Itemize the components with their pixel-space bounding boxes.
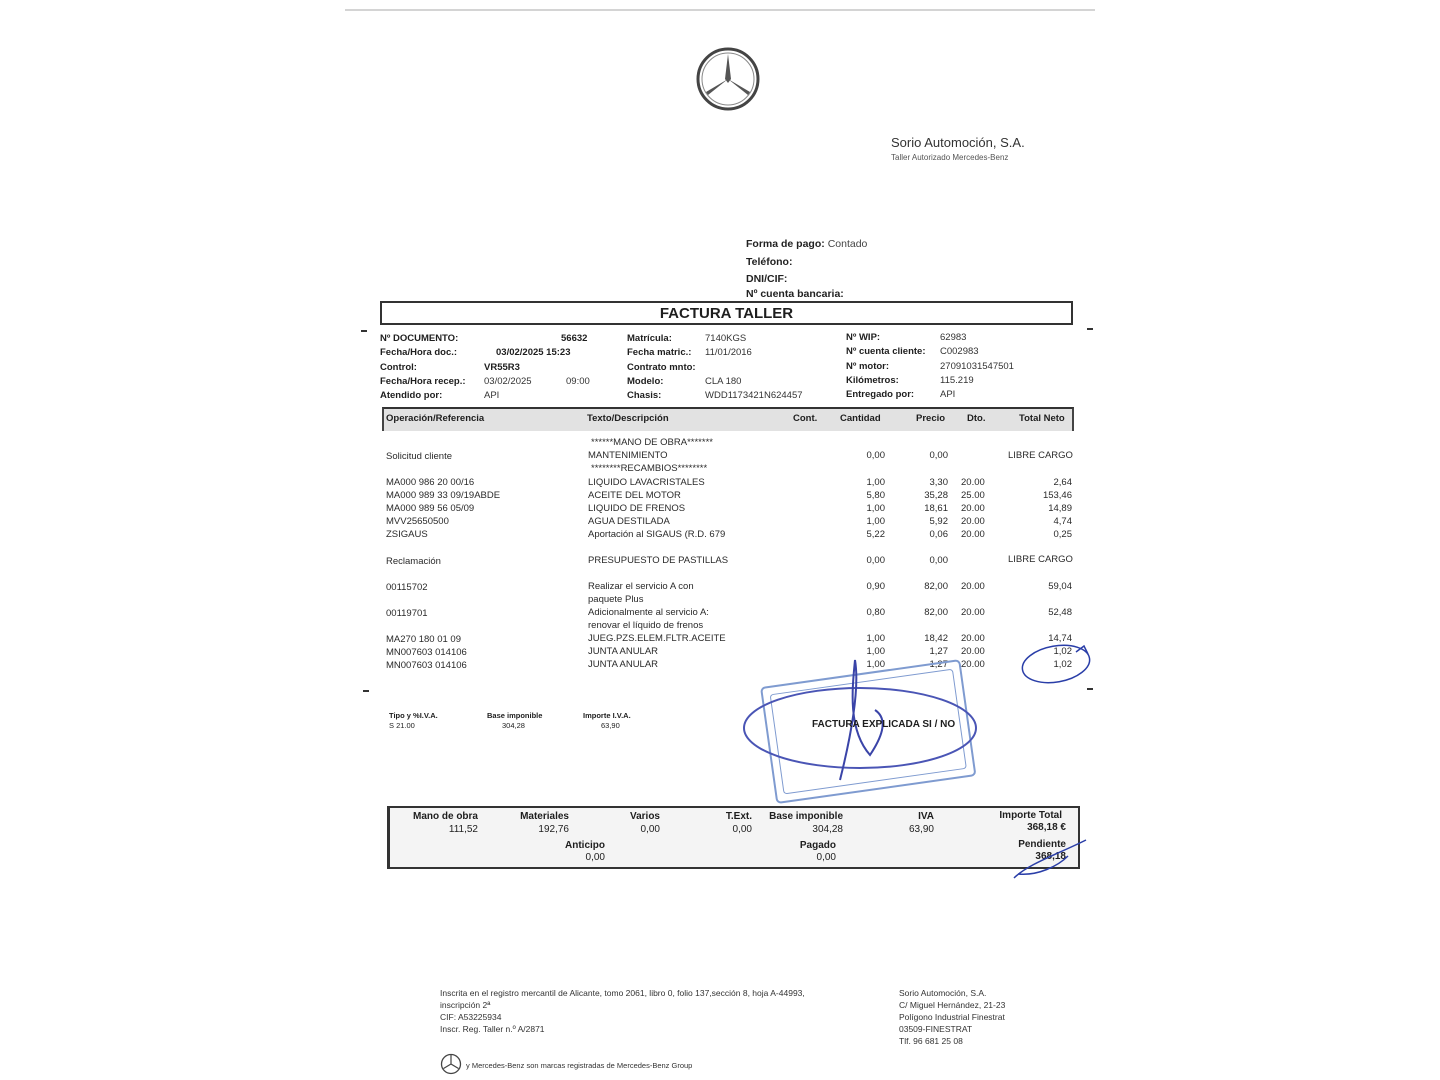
col-cont: Cont. (793, 413, 818, 424)
row-cant: 1,00 (866, 516, 885, 527)
control-value: VR55R3 (484, 362, 520, 373)
row-cant: 5,80 (866, 490, 885, 501)
col-operacion: Operación/Referencia (386, 413, 485, 424)
row-total: 1,02 (1053, 646, 1072, 657)
legal-line-2: inscripción 2ª (440, 1000, 491, 1010)
vat-amount-value: 63,90 (601, 721, 620, 730)
varios-value: 0,00 (640, 824, 660, 835)
row-precio: 18,42 (924, 633, 948, 644)
row-precio: 0,00 (929, 450, 948, 461)
row-desc-cont: renovar el líquido de frenos (588, 620, 704, 631)
iva-label: IVA (918, 811, 934, 822)
text-label: T.Ext. (725, 811, 752, 822)
address-line-5: Tlf. 96 681 25 08 (899, 1036, 963, 1046)
row-cant: 0,00 (866, 555, 885, 566)
row-precio: 1,27 (929, 659, 948, 670)
row-ref: MA000 986 20 00/16 (386, 477, 475, 488)
row-desc: LIQUIDO DE FRENOS (588, 503, 686, 514)
fecha-recep-label: Fecha/Hora recep.: (380, 376, 466, 387)
row-ref: MN007603 014106 (386, 660, 467, 671)
row-ref: MA270 180 01 09 (386, 634, 462, 645)
wip-value: 62983 (940, 332, 967, 343)
anticipo-value: 0,00 (585, 852, 605, 863)
atendido-label: Atendido por: (380, 390, 443, 401)
row-total: 2,64 (1053, 477, 1072, 488)
row-dto: 20.00 (961, 607, 985, 618)
row-total: 14,74 (1048, 633, 1072, 644)
vat-type-value: S 21.00 (389, 721, 415, 730)
row-precio: 0,00 (929, 555, 948, 566)
row-total: 59,04 (1048, 581, 1072, 592)
entregado-label: Entregado por: (846, 389, 915, 400)
row-total: LIBRE CARGO (1008, 554, 1073, 565)
contrato-label: Contrato mnto: (627, 362, 696, 373)
importe-total-value: 368,18 € (1027, 822, 1066, 833)
col-precio: Precio (916, 413, 946, 424)
text-value: 0,00 (732, 824, 752, 835)
row-cant: 1,00 (866, 503, 885, 514)
base-label: Base imponible (769, 811, 843, 822)
row-desc: Realizar el servicio A con (588, 581, 694, 592)
mano-obra-value: 111,52 (448, 824, 478, 835)
row-cant: 0,00 (866, 450, 885, 461)
row-precio: 0,06 (929, 529, 948, 540)
materiales-label: Materiales (520, 811, 569, 822)
motor-label: Nº motor: (846, 361, 890, 372)
row-desc: ACEITE DEL MOTOR (588, 490, 681, 501)
row-precio: 1,27 (929, 646, 948, 657)
row-precio: 82,00 (924, 607, 948, 618)
row-ref: MA000 989 33 09/19ABDE (386, 490, 501, 501)
row-dto: 20.00 (961, 646, 985, 657)
documento-value: 56632 (561, 333, 588, 344)
address-line-1: Sorio Automoción, S.A. (899, 988, 987, 998)
modelo-label: Modelo: (627, 376, 664, 387)
fecha-doc-label: Fecha/Hora doc.: (380, 347, 458, 358)
section-recambios: ********RECAMBIOS******** (591, 463, 708, 474)
row-desc: Aportación al SIGAUS (R.D. 679 (588, 529, 726, 540)
row-desc: Adicionalmente al servicio A: (588, 607, 709, 618)
anticipo-label: Anticipo (565, 840, 605, 851)
top-rule (345, 9, 1095, 11)
mercedes-star-logo (695, 46, 761, 112)
address-line-2: C/ Miguel Hernández, 21-23 (899, 1000, 1006, 1010)
iva-value: 63,90 (908, 824, 934, 835)
company-subtitle: Taller Autorizado Mercedes-Benz (891, 153, 1009, 162)
row-desc: PRESUPUESTO DE PASTILLAS (588, 555, 729, 566)
company-stamp (740, 650, 990, 810)
row-precio: 35,28 (924, 490, 948, 501)
payment-method (746, 238, 867, 250)
section-mano-obra: ******MANO DE OBRA******* (591, 437, 713, 448)
varios-label: Varios (629, 811, 660, 822)
cuenta-cliente-value: C002983 (940, 346, 979, 357)
signature-scribble (1008, 834, 1093, 884)
address-line-3: Polígono Industrial Finestrat (899, 1012, 1005, 1022)
row-dto: 20.00 (961, 633, 985, 644)
row-total: 153,46 (1042, 490, 1072, 501)
chasis-value: WDD1173421N624457 (705, 390, 803, 401)
address-line-4: 03509-FINESTRAT (899, 1024, 973, 1034)
col-total: Total Neto (1019, 413, 1065, 424)
materiales-value: 192,76 (538, 824, 569, 835)
row-desc-cont: paquete Plus (588, 594, 644, 605)
row-ref: MN007603 014106 (386, 647, 467, 658)
row-dto: 20.00 (961, 516, 985, 527)
check-mark-scribble (1018, 638, 1098, 688)
fecha-doc-value: 03/02/2025 15:23 (496, 347, 571, 358)
legal-line-3: CIF: A53225934 (440, 1012, 502, 1022)
row-dto: 20.00 (961, 477, 985, 488)
row-desc: JUNTA ANULAR (588, 659, 659, 670)
vat-base-value: 304,28 (502, 721, 525, 730)
hora-recep-value: 09:00 (566, 376, 590, 387)
row-dto: 20.00 (961, 581, 985, 592)
km-label: Kilómetros: (846, 375, 899, 386)
row-total: 1,02 (1053, 659, 1072, 670)
payment-method-value: Contado (827, 238, 868, 250)
row-desc: JUNTA ANULAR (588, 646, 659, 657)
row-cant: 1,00 (866, 633, 885, 644)
row-desc: AGUA DESTILADA (588, 516, 670, 527)
row-cant: 5,22 (866, 529, 885, 540)
importe-total-label: Importe Total (999, 810, 1062, 821)
row-ref: Reclamación (386, 556, 441, 567)
row-ref: ZSIGAUS (386, 529, 428, 540)
matricula-value: 7140KGS (705, 333, 747, 344)
vat-amount-label: Importe I.V.A. (583, 711, 631, 720)
margin-mark (1087, 688, 1093, 690)
brand-note: y Mercedes-Benz son marcas registradas de Mercedes-Benz Group (466, 1061, 693, 1070)
fecha-recep-value: 03/02/2025 (484, 376, 532, 387)
matricula-label: Matrícula: (627, 333, 672, 344)
row-desc: JUEG.PZS.ELEM.FLTR.ACEITE (588, 633, 726, 644)
bank-account-label: Nº cuenta bancaria: (746, 288, 844, 300)
row-total: 0,25 (1053, 529, 1072, 540)
motor-value: 27091031547501 (940, 361, 1014, 372)
stamp-text: FACTURA EXPLICADA SI / NO (812, 719, 956, 730)
invoice-title: FACTURA TALLER (380, 301, 1073, 325)
row-cant: 1,00 (866, 646, 885, 657)
legal-line-1: Inscrita en el registro mercantil de Alicante, tomo 2061, libro 0, folio 137,sección 8, hoja A-44993, (440, 988, 805, 998)
modelo-value: CLA 180 (705, 376, 742, 387)
row-precio: 18,61 (924, 503, 948, 514)
wip-label: Nº WIP: (846, 332, 881, 343)
vat-base-label: Base imponible (487, 711, 543, 720)
mercedes-star-small-icon (440, 1053, 462, 1075)
mano-obra-label: Mano de obra (412, 811, 478, 822)
margin-mark (363, 690, 369, 692)
row-cant: 1,00 (866, 659, 885, 670)
row-precio: 82,00 (924, 581, 948, 592)
row-precio: 5,92 (929, 516, 948, 527)
row-dto: 25.00 (961, 490, 985, 501)
row-ref: MA000 989 56 05/09 (386, 503, 475, 514)
row-ref: 00119701 (386, 608, 428, 619)
pagado-label: Pagado (799, 840, 836, 851)
legal-line-4: Inscr. Reg. Taller n.º A/2871 (440, 1024, 545, 1034)
fecha-matric-value: 11/01/2016 (705, 347, 752, 358)
row-total: 4,74 (1053, 516, 1072, 527)
fecha-matric-label: Fecha matric.: (627, 347, 692, 358)
chasis-label: Chasis: (627, 390, 662, 401)
row-desc: LIQUIDO LAVACRISTALES (588, 477, 705, 488)
row-ref: Solicitud cliente (386, 451, 453, 462)
margin-mark (1087, 328, 1093, 330)
dni-label: DNI/CIF: (746, 273, 788, 285)
pendiente-value: 368,18 (1035, 851, 1066, 862)
row-cant: 0,90 (866, 581, 885, 592)
company-name: Sorio Automoción, S.A. (891, 135, 1025, 150)
row-dto: 20.00 (961, 659, 985, 670)
row-desc: MANTENIMIENTO (588, 450, 668, 461)
control-label: Control: (380, 362, 417, 373)
atendido-value: API (484, 390, 500, 401)
payment-method-label: Forma de pago: (746, 238, 825, 250)
row-ref: 00115702 (386, 582, 428, 593)
base-value: 304,28 (812, 824, 843, 835)
row-dto: 20.00 (961, 529, 985, 540)
documento-label: Nº DOCUMENTO: (380, 333, 459, 344)
col-cantidad: Cantidad (840, 413, 881, 424)
row-total: LIBRE CARGO (1008, 450, 1073, 461)
row-dto: 20.00 (961, 503, 985, 514)
telefono-label: Teléfono: (746, 256, 793, 268)
entregado-value: API (940, 389, 956, 400)
margin-mark (361, 330, 367, 332)
row-precio: 3,30 (929, 477, 948, 488)
col-descripcion: Texto/Descripción (587, 413, 669, 424)
row-cant: 0,80 (866, 607, 885, 618)
vat-type-label: Tipo y %I.V.A. (389, 711, 438, 720)
row-total: 14,89 (1048, 503, 1072, 514)
row-ref: MVV25650500 (386, 516, 449, 527)
pendiente-label: Pendiente (1018, 839, 1066, 850)
row-total: 52,48 (1048, 607, 1072, 618)
cuenta-cliente-label: Nº cuenta cliente: (846, 346, 926, 357)
row-cant: 1,00 (866, 477, 885, 488)
km-value: 115.219 (940, 375, 974, 386)
pagado-value: 0,00 (816, 852, 836, 863)
col-dto: Dto. (967, 413, 986, 424)
